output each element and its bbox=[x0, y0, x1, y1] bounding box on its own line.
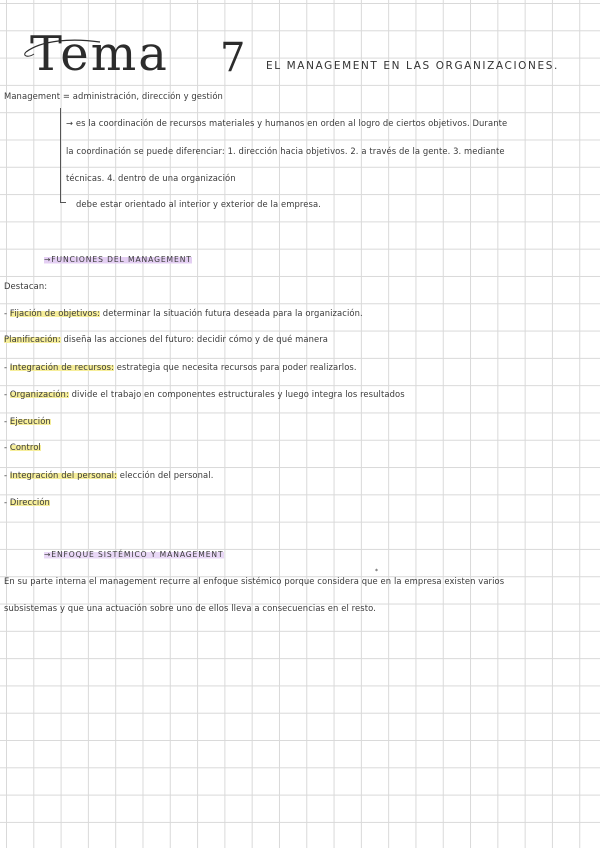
section-systemic-line-1: En su parte interna el management recurre al enfoque sistémico porque considera que en la empresa existen varios bbox=[4, 576, 505, 586]
section-functions-heading: →FUNCIONES DEL MANAGEMENT bbox=[44, 255, 192, 264]
bullet-2: debe estar orientado al interior y exterior de la empresa. bbox=[76, 199, 321, 209]
bullet-1-line-3: técnicas. 4. dentro de una organización bbox=[66, 173, 236, 183]
list-item: - Ejecución bbox=[4, 416, 51, 426]
title-number: 7 bbox=[220, 35, 246, 81]
list-item: - Control bbox=[4, 442, 41, 452]
title-tema: Tema bbox=[30, 26, 169, 82]
list-item: Planificación: diseña las acciones del futuro: decidir cómo y de qué manera bbox=[4, 334, 329, 344]
bullet-1-line-1: → es la coordinación de recursos materiales y humanos en orden al logro de ciertos objetivos. Durante bbox=[66, 118, 508, 128]
bullet-1-line-2: la coordinación se puede diferenciar: 1. dirección hacia objetivos. 2. a través de la gente. 3. mediante bbox=[66, 146, 505, 156]
list-item: - Dirección bbox=[4, 497, 50, 507]
section-systemic-line-2: subsistemas y que una actuación sobre uno de ellos lleva a consecuencias en el resto. bbox=[4, 603, 376, 613]
superscript-mark: * bbox=[375, 568, 379, 575]
list-item: - Fijación de objetivos: determinar la situación futura deseada para la organización. bbox=[4, 308, 363, 318]
list-item: - Organización: divide el trabajo en componentes estructurales y luego integra los resultados bbox=[4, 389, 405, 399]
bracket-tick bbox=[60, 202, 66, 203]
title-subtitle: EL MANAGEMENT EN LAS ORGANIZACIONES. bbox=[266, 60, 559, 72]
section-systemic-heading: →ENFOQUE SISTÉMICO Y MANAGEMENT bbox=[44, 550, 224, 559]
list-item: - Integración de recursos: estrategia que necesita recursos para poder realizarlos. bbox=[4, 362, 357, 372]
section-functions-intro: Destacan: bbox=[4, 281, 48, 291]
bracket-line bbox=[60, 108, 61, 203]
list-item: - Integración del personal: elección del personal. bbox=[4, 470, 214, 480]
intro-line: Management = administración, dirección y gestión bbox=[4, 91, 223, 101]
